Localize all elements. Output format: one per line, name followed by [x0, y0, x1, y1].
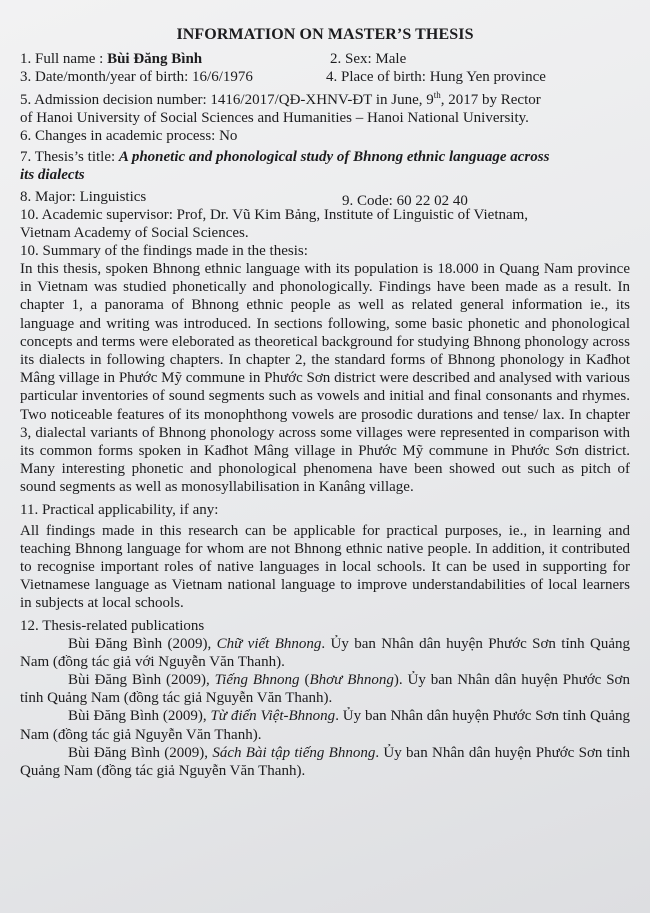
full-name-value: Bùi Đăng Bình	[107, 51, 203, 67]
supervisor-line-1: 10. Academic supervisor: Prof, Dr. Vũ Kim Bảng, Institute of Linguistic of Vietnam,	[20, 207, 529, 223]
admission-line-2: of Hanoi University of Social Sciences and Humanities – Hanoi National University.	[20, 110, 529, 126]
publications-heading: 12. Thesis-related publications	[20, 617, 205, 634]
sex-field: 2. Sex: Male	[330, 51, 407, 67]
thesis-title-line-1	[20, 148, 630, 166]
dob-birthplace-row	[20, 68, 630, 86]
thesis-title-label: 7. Thesis’s title:	[20, 149, 119, 165]
full-name-label: 1. Full name :	[20, 51, 108, 67]
code-field: 9. Code: 60 22 02 40	[342, 193, 468, 209]
summary-body: In this thesis, spoken Bhnong ethnic language with its population is 18.000 in Quang Nam province in Vietnam was studied phonetically and phonologically. Findings have been made as a result. In chapter 1, a panorama of Bhnong ethnic people as well as related general information ie., its language and writing was introduced. In sections following, some basic phonetic and phonological concepts and terms were eleborated as theoretical background for studying Bhnong phonology across its dialects in following chapters. In chapter 2, the standard forms of Bhnong phonology in Kađhot Mâng village in Phước Mỹ commune in Phước Sơn district were described and analysed with various particular inventories of sound segments such as vowels and initial and final consonants and rhymes. Two noticeable features of its monophthong vowels are prosodic durations and tense/ lax. In chapter 3, dialectal variants of Bhnong phonology across some villages were represented in comparison with its common forms spoken in Kađhot Mâng village in Phước Mỹ commune in Phước Sơn district. Many interesting phonetic and phonological phenomena have been showed out such as pitch of sound segments as well as monosyllabilisation in Kanâng village.	[20, 261, 630, 496]
applicability-body: All findings made in this research can be applicable for practical purposes, ie., in learning and teaching Bhnong language for whom are not Bhnong ethnic native people. In addition, it contributed to recognise important roles of native languages in local schools. It can be used in supporting for Vietnamese language as Vietnam national language to improve understandabilities of local learners in subjects at local schools.	[20, 522, 630, 612]
publication-item: Bùi Đăng Bình (2009), Chữ viết Bhnong. Ủy ban Nhân dân huyện Phước Sơn tỉnh Quảng Nam (đồng tác giả với Nguyễn Văn Thanh).	[20, 635, 631, 670]
applicability-heading: 11. Practical applicability, if any:	[20, 501, 219, 518]
thesis-title-value: A phonetic and phonological study of Bhnong ethnic language across	[118, 149, 550, 165]
thesis-title-line-2: its dialects	[20, 167, 85, 183]
changes-field: 6. Changes in academic process: No	[20, 128, 238, 144]
summary-heading: 10. Summary of the findings made in the thesis:	[20, 243, 308, 259]
publication-item: Bùi Đăng Bình (2009), Từ điển Việt-Bhnong. Ủy ban Nhân dân huyện Phước Sơn tỉnh Quảng Nam (đồng tác giả Nguyễn Văn Thanh).	[20, 708, 630, 743]
admission-line-1: 5. Admission decision number: 1416/2017/QĐ-XHNV-ĐT in June, 9th, 2017 by Rector	[20, 90, 541, 108]
dob-field: 3. Date/month/year of birth: 16/6/1976	[20, 69, 253, 85]
major-field: 8. Major: Linguistics	[20, 189, 147, 205]
publication-item: Bùi Đăng Bình (2009), Tiếng Bhnong (Bhơư Bhnong). Ủy ban Nhân dân huyện Phước Sơn tỉnh Quảng Nam (đồng tác giả Nguyễn Văn Thanh).	[20, 672, 630, 707]
supervisor-line-2: Vietnam Academy of Social Sciences.	[20, 225, 249, 241]
name-sex-row	[20, 50, 630, 68]
publication-item: Bùi Đăng Bình (2009), Sách Bài tập tiếng Bhnong. Ủy ban Nhân dân huyện Phước Sơn tỉnh Quảng Nam (đồng tác giả Nguyễn Văn Thanh).	[20, 744, 631, 780]
birthplace-field: 4. Place of birth: Hung Yen province	[326, 69, 546, 85]
major-code-row	[20, 188, 630, 209]
document-title: INFORMATION ON MASTER’S THESIS	[176, 26, 474, 43]
